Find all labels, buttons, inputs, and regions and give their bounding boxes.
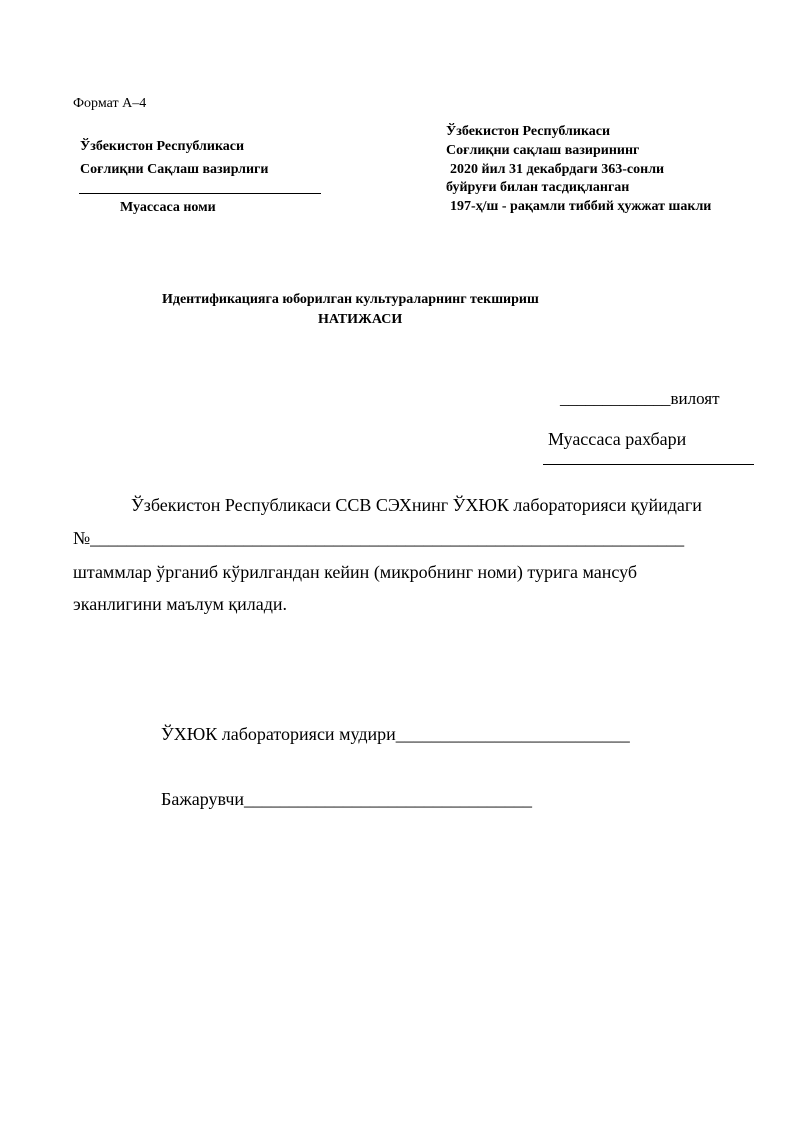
region-field <box>560 389 720 409</box>
body-line-4: эканлигини маълум қилади. <box>73 594 288 614</box>
body-line-1: Ўзбекистон Республикаси ССВ СЭХнинг ЎХЮК лабораторияси қуйидаги <box>131 495 702 515</box>
right-header-line2: Соғлиқни сақлаш вазирининг <box>446 143 640 158</box>
body-line-3: штаммлар ўрганиб кўрилгандан кейин (микробнинг номи) турига мансуб <box>73 562 638 582</box>
head-of-institution-label: Муассаса рахбари <box>548 429 687 449</box>
region-blank: _____________ <box>560 389 671 408</box>
right-header-line1: Ўзбекистон Республикаси <box>446 124 611 139</box>
document-title-result: НАТИЖАСИ <box>318 312 403 327</box>
region-label: вилоят <box>670 389 720 408</box>
left-header-republic: Ўзбекистон Республикаси <box>80 139 245 154</box>
institution-name-line <box>79 193 321 194</box>
right-header-line4: буйруғи билан тасдиқланган <box>446 180 630 195</box>
executor-signature: Бажарувчи________________________________ <box>161 789 533 809</box>
institution-name-label: Муассаса номи <box>120 200 216 215</box>
lab-head-signature: ЎХЮК лабораторияси мудири__________________________ <box>161 724 630 744</box>
document-title: Идентификацияга юборилган культураларнинг текшириш <box>162 292 539 307</box>
format-label: Формат А–4 <box>73 96 147 111</box>
body-line-2: №__________________________________________________________________ <box>73 528 685 548</box>
right-header-line3: 2020 йил 31 декабрдаги 363-сонли <box>450 162 665 177</box>
left-header-ministry: Соғлиқни Сақлаш вазирлиги <box>80 162 269 177</box>
head-of-institution-line <box>543 464 754 465</box>
right-header-line5: 197-ҳ/ш - рақамли тиббий ҳужжат шакли <box>450 199 712 214</box>
